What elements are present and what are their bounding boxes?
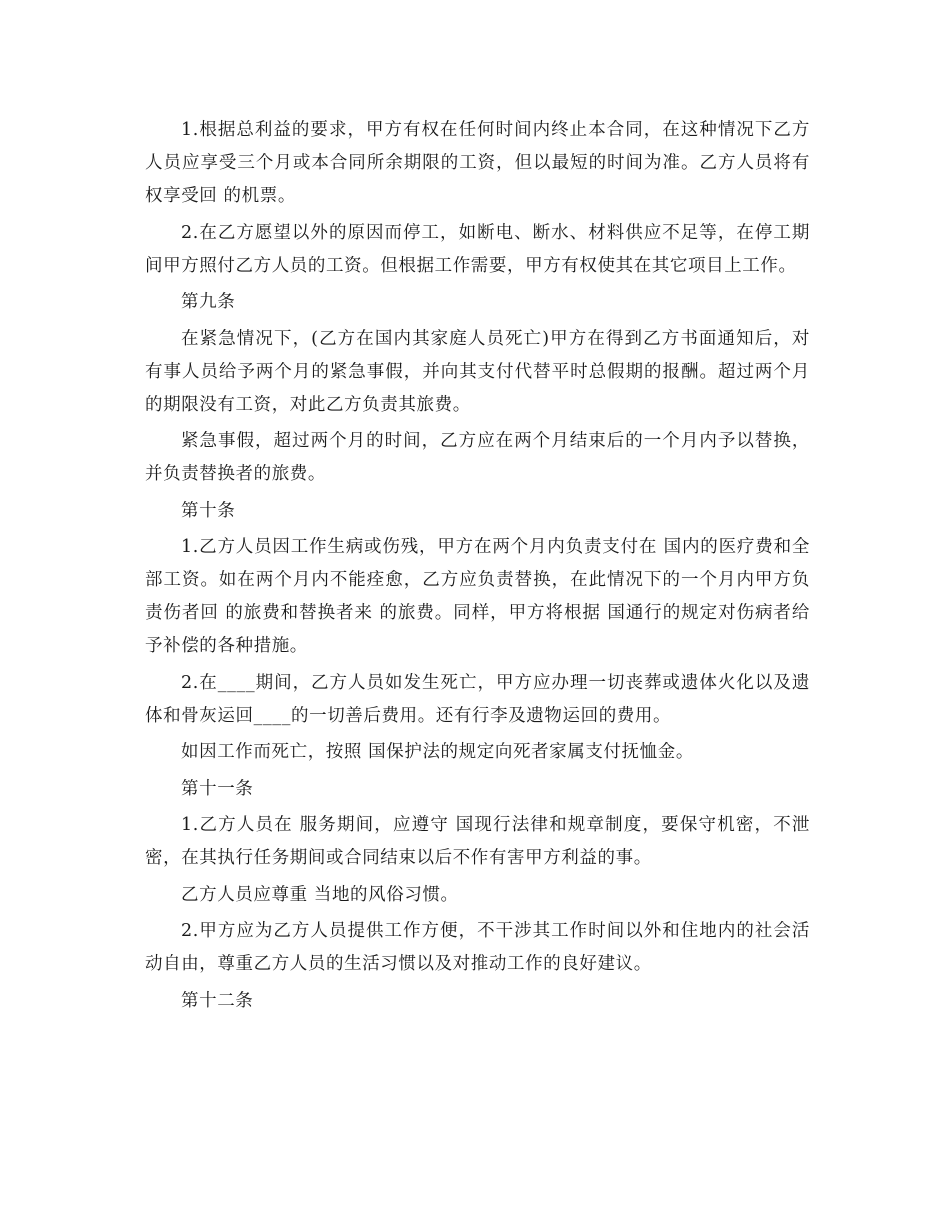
paragraph-emergency-leave: 在紧急情况下，(乙方在国内其家庭人员死亡)甲方在得到乙方书面通知后，对有事人员给予两个月的紧急事假，并向其支付代替平时总假期的报酬。超过两个月的期限没有工资，对此乙方负责其旅费。 xyxy=(145,328,810,415)
paragraph-illness-injury: 1.乙方人员因工作生病或伤残，甲方在两个月内负责支付在 国内的医疗费和全部工资。如在两个月内不能痊愈，乙方应负责替换，在此情况下的一个月内甲方负责伤者回 的旅费和替换者来 的旅费。同样，甲方将根据 国通行的规定对伤病者给予补偿的各种措施。 xyxy=(145,537,810,656)
article-heading-12: 第十二条 xyxy=(181,990,254,1011)
paragraph-respect-customs: 乙方人员应尊重 当地的风俗习惯。 xyxy=(181,884,459,905)
paragraph-work-stoppage: 2.在乙方愿望以外的原因而停工，如断电、断水、材料供应不足等，在停工期间甲方照付乙方人员的工资。但根据工作需要，甲方有权使其在其它项目上工作。 xyxy=(145,222,810,276)
article-heading-9: 第九条 xyxy=(181,292,236,312)
paragraph-death-arrangements: 2.在____期间，乙方人员如发生死亡，甲方应办理一切丧葬或遗体火化以及遗体和骨灰运回____的一切善后费用。还有行李及遗物运回的费用。 xyxy=(145,672,810,726)
paragraph-obey-laws: 1.乙方人员在 服务期间，应遵守 国现行法律和规章制度，要保守机密，不泄密，在其执行任务期间或合同结束以后不作有害甲方利益的事。 xyxy=(145,815,810,868)
paragraph-work-convenience: 2.甲方应为乙方人员提供工作方便，不干涉其工作时间以外和住地内的社会活动自由，尊重乙方人员的生活习惯以及对推动工作的良好建议。 xyxy=(145,921,810,974)
article-heading-11: 第十一条 xyxy=(181,778,254,799)
paragraph-leave-replacement: 紧急事假，超过两个月的时间，乙方应在两个月结束后的一个月内予以替换，并负责替换者的旅费。 xyxy=(145,431,810,484)
paragraph-death-compensation: 如因工作而死亡，按照 国保护法的规定向死者家属支付抚恤金。 xyxy=(181,742,694,762)
paragraph-termination: 1.根据总利益的要求，甲方有权在任何时间内终止本合同，在这种情况下乙方人员应享受三个月或本合同所余期限的工资，但以最短的时间为准。乙方人员将有权享受回 的机票。 xyxy=(145,120,810,206)
article-heading-10: 第十条 xyxy=(181,500,236,521)
document-body xyxy=(145,114,810,1021)
